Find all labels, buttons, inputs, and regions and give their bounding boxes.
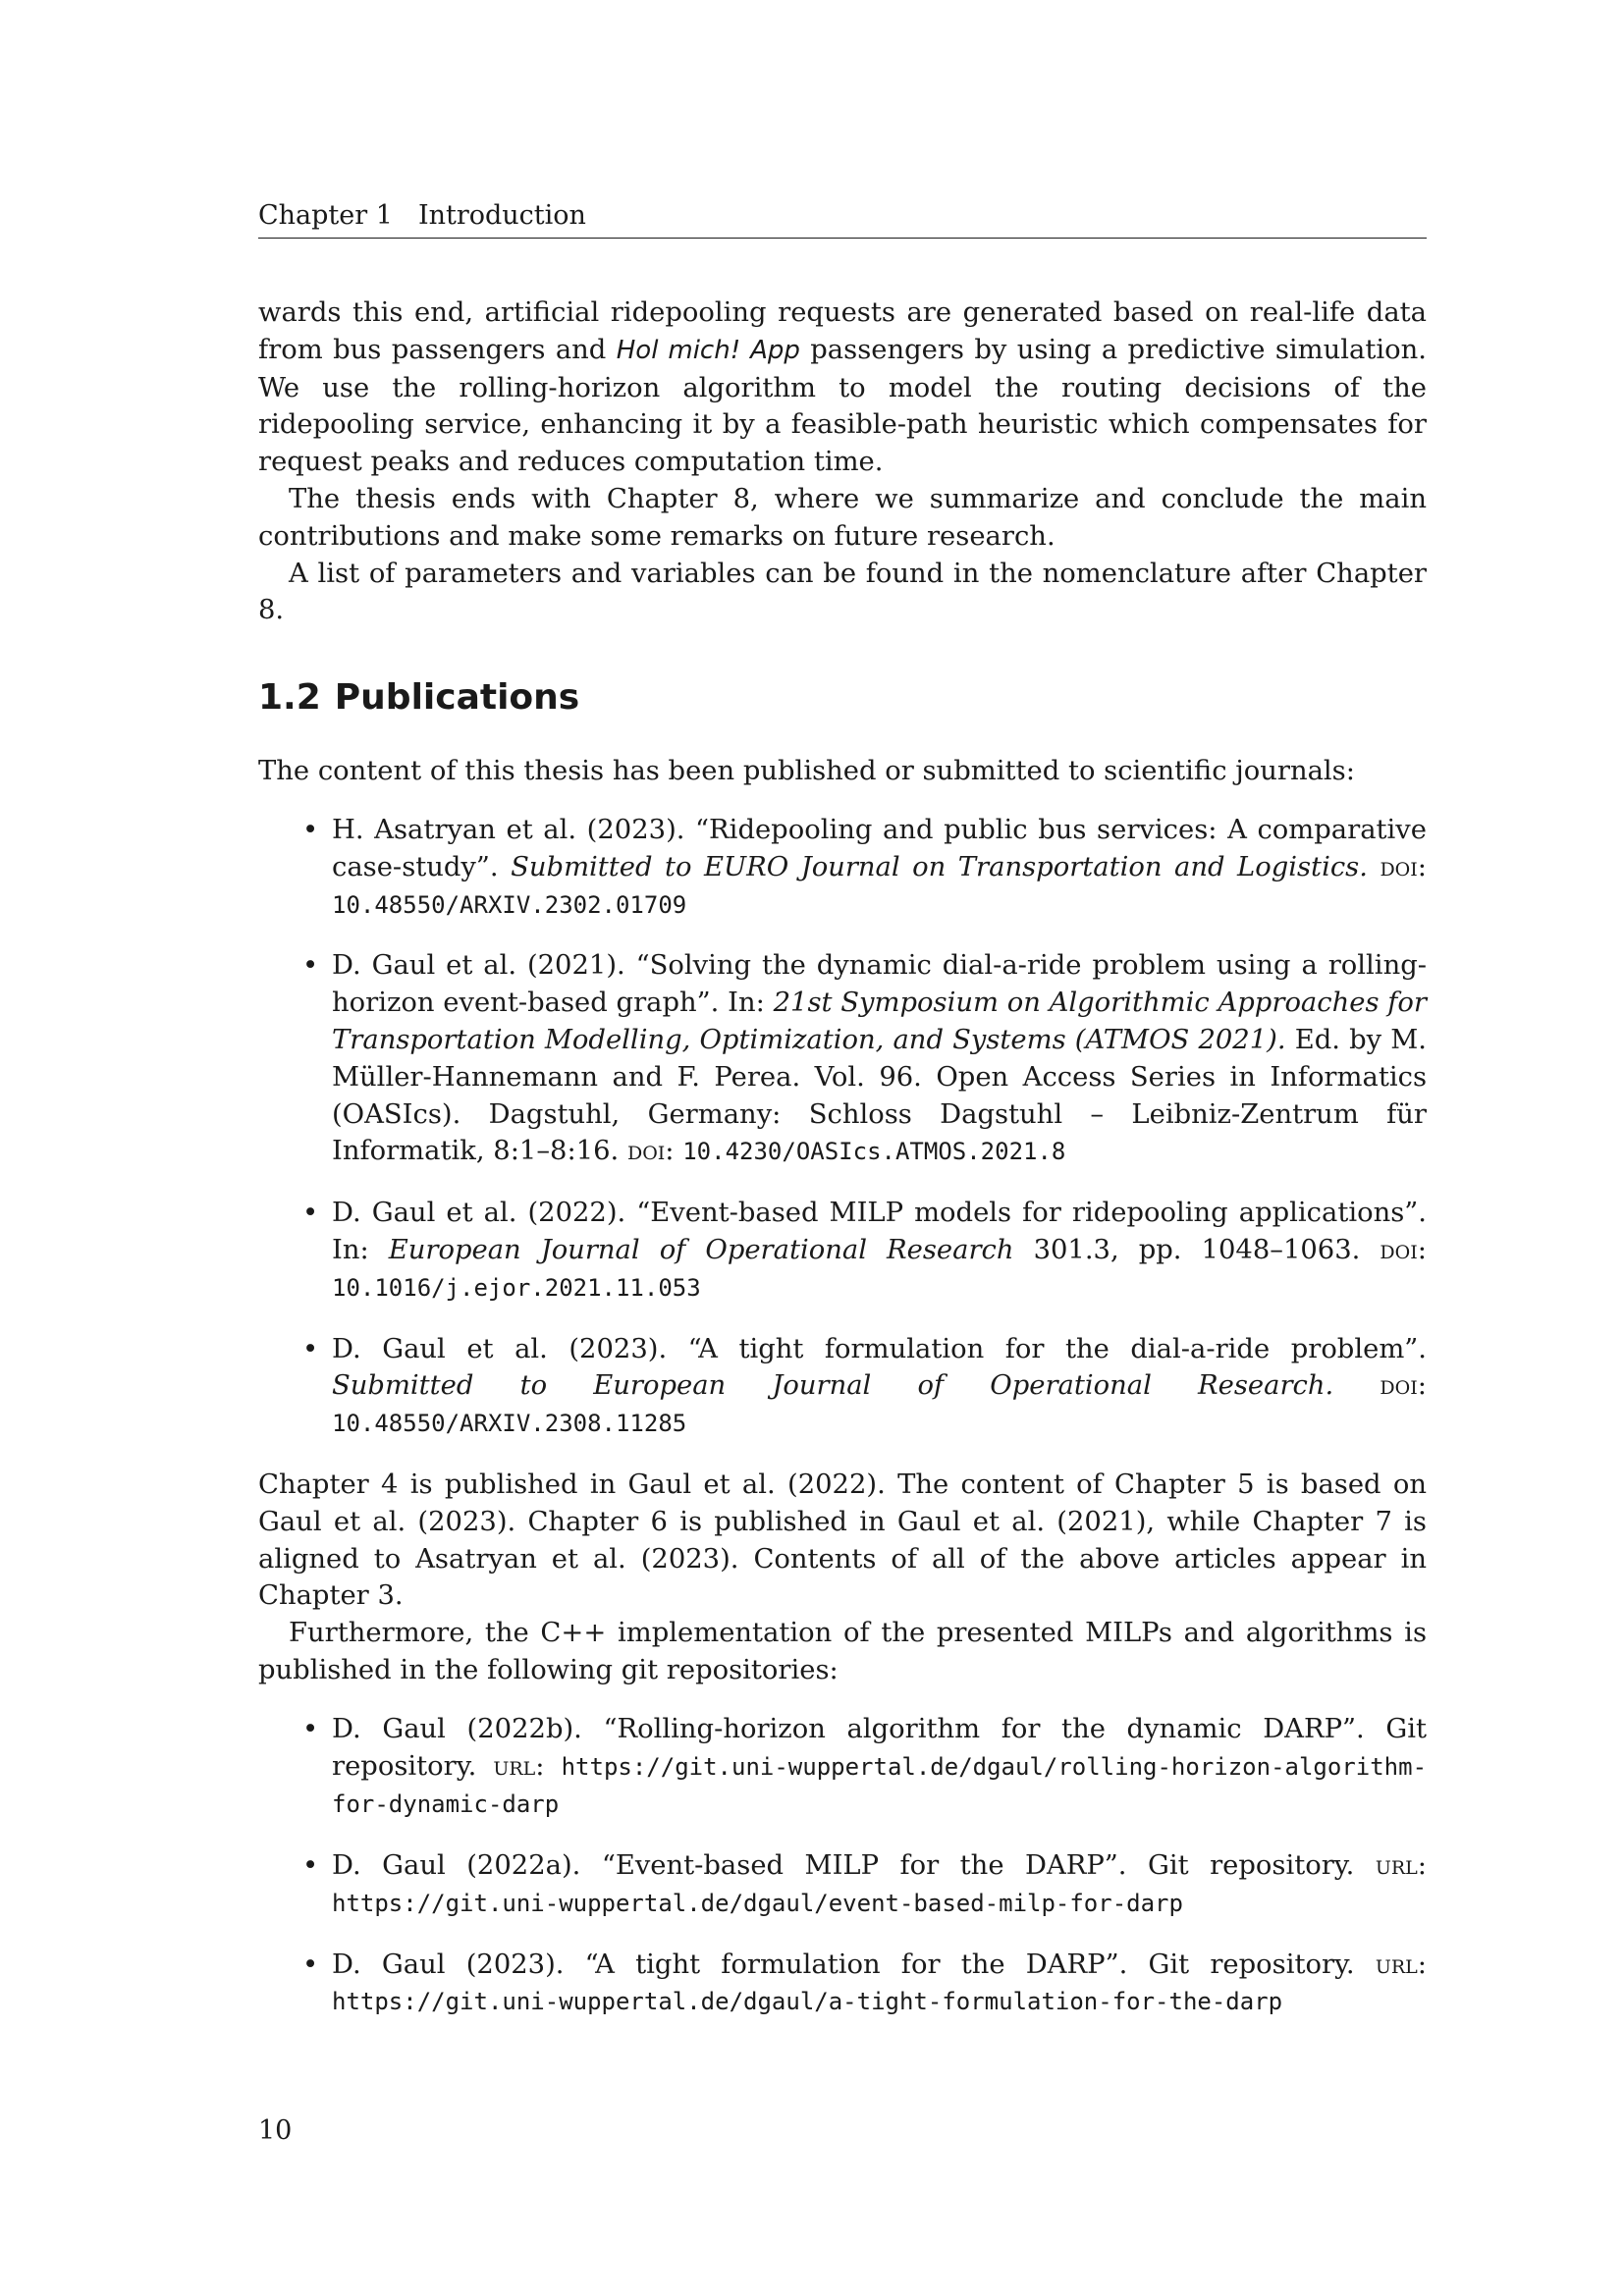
pub-venue: Submitted to EURO Journal on Transportation and Logistics. (511, 851, 1368, 882)
repo-url-link[interactable]: https://git.uni-wuppertal.de/dgaul/event-based-milp-for-darp (332, 1889, 1183, 1917)
intro-text: passengers by using a predictive simulation. We use the rolling-horizon algorithm to model the routing decisions of the ridepooling service, enhancing it by a feasible-path heuristic which compensates for request peaks and reduces computation time. (258, 334, 1427, 478)
publication-list (258, 812, 1427, 1443)
pub-text: H. Asatryan et al. (2023). “Ridepooling and public bus services: A comparative case-study”. (332, 814, 1427, 882)
intro-paragraph-1 (258, 294, 1427, 481)
repository-item (332, 1847, 1427, 1923)
section-number: 1.2 (258, 677, 321, 719)
repo-sep: : (1417, 1850, 1427, 1882)
pub-venue: 21st Symposium on Algorithmic Approaches for Transportation Modelling, Optimization, and Systems (ATMOS 2021). (332, 988, 1427, 1055)
doi-label: doi (626, 1136, 666, 1167)
pub-text: 301.3, pp. 1048–1063. (1013, 1234, 1380, 1265)
page-number: 10 (258, 2115, 293, 2146)
repo-url-link[interactable]: https://git.uni-wuppertal.de/dgaul/rolling-horizon-algorithm-for-dynamic-darp (332, 1752, 1428, 1819)
pub-sep: : (665, 1136, 683, 1167)
pub-sep: : (1417, 1370, 1427, 1402)
repo-sep: : (535, 1750, 562, 1782)
publication-item (332, 1195, 1427, 1307)
repository-list (258, 1711, 1427, 2022)
running-head (258, 198, 1427, 239)
repo-text: D. Gaul (2022a). “Event-based MILP for the DARP”. Git repository. (332, 1850, 1376, 1882)
pub-text: D. Gaul et al. (2023). “A tight formulation for the dial-a-ride problem”. (332, 1333, 1427, 1364)
url-label: url (493, 1750, 536, 1782)
repo-sep: : (1417, 1949, 1427, 1980)
doi-link[interactable]: 10.48550/ARXIV.2302.01709 (332, 890, 687, 919)
repository-item (332, 1711, 1427, 1824)
url-label: url (1375, 1949, 1418, 1980)
repo-url-link[interactable]: https://git.uni-wuppertal.de/dgaul/a-tight-formulation-for-the-darp (332, 1988, 1283, 2016)
pub-text: D. Gaul et al. (2022). “Event-based MILP models for ridepooling applications”. In: (332, 1198, 1427, 1265)
publication-item (332, 812, 1427, 924)
pub-sep: : (1417, 851, 1428, 882)
app-name: Hol mich! App (616, 335, 800, 365)
doi-label: doi (1380, 1234, 1418, 1265)
running-head-chapter: Chapter 1 (258, 200, 393, 231)
pub-venue: European Journal of Operational Research (388, 1234, 1014, 1265)
publications-intro: The content of this thesis has been published or submitted to scientific journals: (258, 756, 1355, 787)
section-title: Publications (334, 677, 580, 719)
pub-venue: Submitted to European Journal of Operational Research. (332, 1370, 1334, 1402)
pub-text: Ed. by M. Müller-Hannemann and F. Perea. Vol. 96. Open Access Series in Informatics (OASIcs). Dagstuhl, Germany: Schloss Dagstuhl – Leibniz-Zentrum für Informatik, 8:1–8:16. (332, 1024, 1427, 1167)
intro-paragraph-2: The thesis ends with Chapter 8, where we summarize and conclude the main contributions and make some remarks on future research. (258, 483, 1427, 552)
running-head-title: Introduction (417, 200, 586, 231)
repo-text: D. Gaul (2022b). “Rolling-horizon algorithm for the dynamic DARP”. Git repository. (332, 1713, 1427, 1782)
url-label: url (1375, 1850, 1418, 1882)
doi-link[interactable]: 10.4230/OASIcs.ATMOS.2021.8 (682, 1138, 1066, 1166)
publication-item (332, 947, 1427, 1171)
page (258, 0, 1427, 2296)
repository-item (332, 1947, 1427, 2022)
repo-text: D. Gaul (2023). “A tight formulation for the DARP”. Git repository. (332, 1949, 1376, 1980)
section-heading (258, 676, 1427, 720)
intro-text: wards this end, artificial ridepooling requests are generated based on real-life data from bus passengers and (258, 297, 1427, 365)
pub-text (1368, 852, 1380, 882)
publication-item (332, 1331, 1427, 1443)
doi-link[interactable]: 10.1016/j.ejor.2021.11.053 (332, 1273, 701, 1302)
summary-paragraph-2: Furthermore, the C++ implementation of the presented MILPs and algorithms is published in the following git repositories: (258, 1618, 1427, 1685)
doi-link[interactable]: 10.48550/ARXIV.2308.11285 (332, 1410, 687, 1438)
pub-sep: : (1417, 1234, 1427, 1265)
summary-paragraph-1: Chapter 4 is published in Gaul et al. (2022). The content of Chapter 5 is based on Gaul et al. (2023). Chapter 6 is published in Gaul et al. (2021), while Chapter 7 is aligned to Asatryan et al. (2023). Contents of all of the above articles appear in Chapter 3. (258, 1468, 1427, 1612)
pub-text: D. Gaul et al. (2021). “Solving the dynamic dial-a-ride problem using a rolling-horizon event-based graph”. In: (332, 950, 1427, 1019)
body-text (258, 294, 1427, 2045)
doi-label: doi (1380, 1370, 1418, 1402)
intro-paragraph-3: A list of parameters and variables can be found in the nomenclature after Chapter 8. (258, 558, 1427, 626)
pub-text (1333, 1370, 1380, 1401)
doi-label: doi (1380, 851, 1418, 882)
